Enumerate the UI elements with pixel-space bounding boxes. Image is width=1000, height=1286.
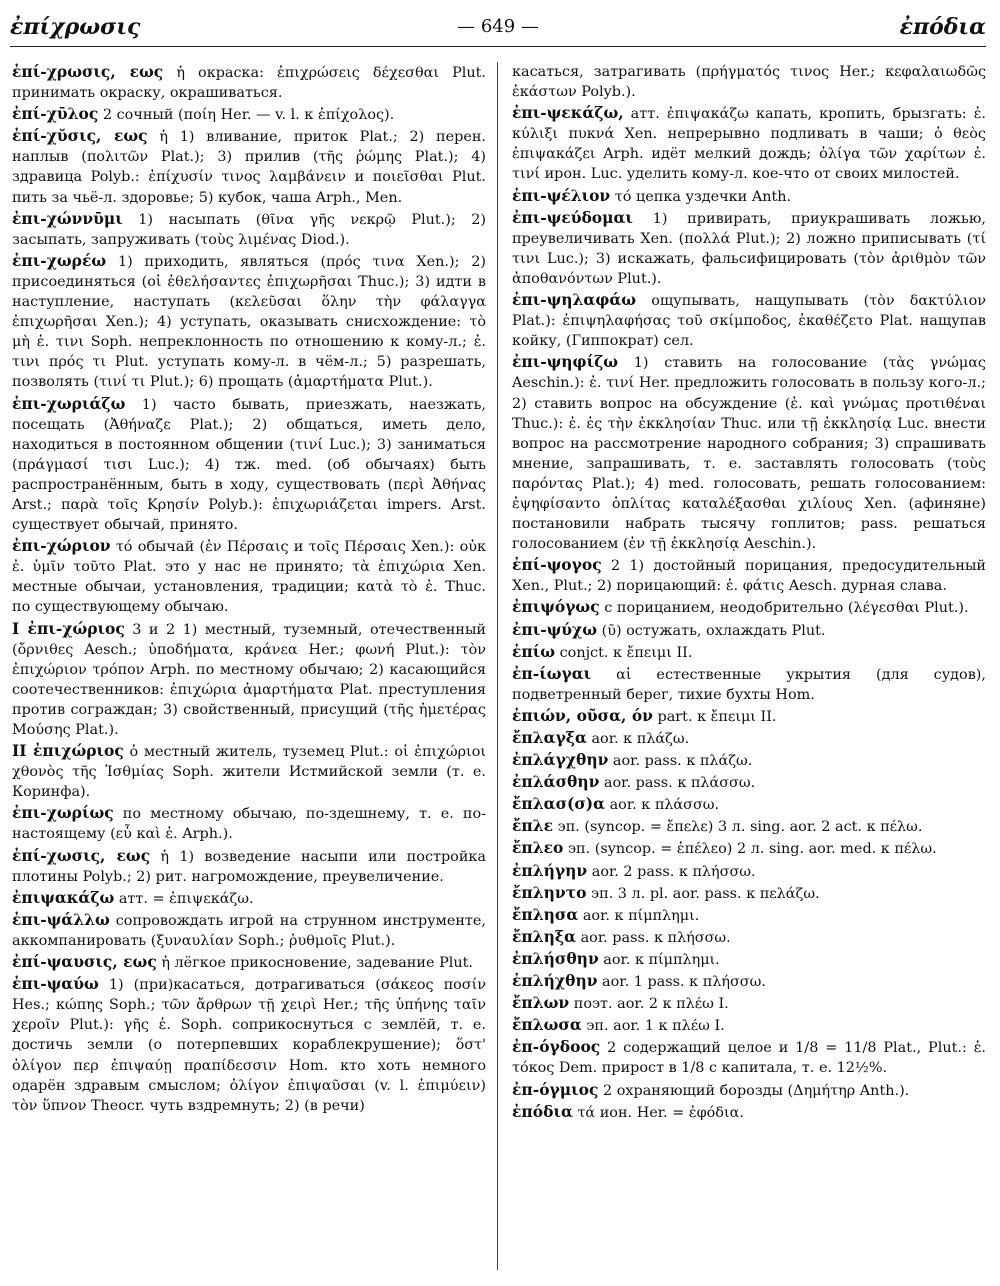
entry-headword: ἐπί-χρωσις, εως: [12, 62, 164, 81]
dictionary-entry: [512, 642, 986, 663]
entry-headword: ἐπι-ψεκάζω,: [512, 103, 624, 123]
entry-definition: aor. к πίμπλημι.: [598, 951, 720, 968]
entry-definition: aor. pass. к πλήσσω.: [576, 929, 731, 946]
entry-definition: 2 охраняющий борозды (Δημήτηρ Anth.).: [598, 1082, 910, 1099]
entry-headword: II ἐπιχώριος: [12, 741, 124, 761]
entry-definition: по местному обычаю, по-здешнему, т. е. по-настоящему (εὖ καὶ ἐ. Arph.).: [12, 806, 486, 843]
dictionary-entry: [512, 728, 986, 749]
entry-definition: aor. к πλάσσω.: [605, 797, 720, 814]
entry-definition: эп. aor. 1 к πλέω I.: [581, 1018, 725, 1035]
dictionary-entry: [512, 62, 986, 102]
entry-definition: 1) часто бывать, приезжать, наезжать, посещать (Ἀθήναζε Plat.); 2) общаться, иметь дело, находиться в постоянном общении (τινί Luc.); 3) заниматься (πράγμασί τισι Luc.); 4) тж. med. (об обычаях) быть распространённым, быть в ходу, существовать (περὶ Ἀθήνας Arst.; παρὰ τοῖς Κρησίν Polyb.): ἐπιχωριάζεται impers. Arst. существует обычай, принято.: [12, 396, 486, 534]
entry-definition: ἡ 1) возведение насыпи или постройка плотины Polyb.; 2) рит. нагромождение, преувеличение.: [12, 848, 487, 885]
entry-definition: τά ион. Her. = ἐφόδια.: [572, 1104, 744, 1121]
entry-headword: ἐπιών, οῦσα, όν: [512, 705, 653, 725]
entry-definition: aor. 1 pass. к πλήσσω.: [597, 974, 766, 991]
entry-definition: 1) привирать, приукрашивать ложью, преувеличивать Xen. (πολλά Plut.); 2) ложно приписывать (τί τινι Luc.); 3) искажать, фальсифицировать (τὸν ἀριθμὸν τῶν ἀποθανόντων Plut.).: [512, 210, 986, 287]
entry-definition: с порицанием, неодобрительно (λέγεσθαι Plut.).: [599, 600, 969, 617]
dictionary-entry: [12, 251, 486, 393]
entry-definition: aor. pass. к πλάσσω.: [599, 775, 756, 792]
header-left-headword: ἐπίχρωσις: [10, 14, 141, 40]
dictionary-entry: [512, 103, 986, 184]
entry-headword: ἐπι-ψέλιον: [512, 185, 611, 205]
entry-definition: 1) (при)касаться, дотрагиваться (σάκεος ποσίν Hes.; κώπης Soph.; τῶν ἄρθρων τῇ χειρὶ Her.; τῆς ὑπήνης ταῖν χεροῖν Plut.): γῆς ἐ. Soph. соприкоснуться с землёй, т. е. достичь земли (о потерпевших кораблекрушение); ὅστ' ὀλίγον περ ἐπιψαύῃ πραπίδεσσιν Hom. кто хоть немного одарён здравым смыслом; ὀλίγον ἐπιψαῦσαι (v. l. ἐπιμύειν) τὸν ὕπνον Theocr. чуть вздремнуть; 2) (в речи): [12, 977, 486, 1114]
entry-headword: ἔπλε: [512, 816, 554, 836]
entry-headword: ἔπληντο: [512, 882, 587, 902]
entry-headword: ἐπί-ψαυσις, εως: [12, 952, 157, 972]
dictionary-entry: [512, 208, 986, 289]
entry-headword: ἐπί-χῡλος: [12, 104, 99, 124]
dictionary-entry: [12, 394, 486, 536]
entry-headword: ἔπλεο: [512, 838, 564, 858]
dictionary-entry: [512, 1102, 986, 1123]
entry-definition: part. к ἔπειμι II.: [652, 708, 777, 725]
dictionary-entry: [12, 741, 486, 802]
dictionary-entry: [512, 620, 986, 641]
entry-headword: ἐπ-όγμιος: [512, 1079, 599, 1099]
entry-definition: ἡ лёгкое прикосновение, задевание Plut.: [156, 955, 473, 972]
dictionary-entry: [512, 1080, 986, 1101]
entry-definition: aor. 2 pass. к πλήσσω.: [587, 863, 756, 880]
entry-definition: αἱ естественные укрытия (для судов), подветренный берег, тихие бухты Hom.: [512, 666, 986, 703]
entry-definition: 1) приходить, являться (πρός τινα Xen.); 2) присоединяться (οἱ ἐθελήσαντες ἐπιχωρῆσαι Thuc.); 3) идти в наступление, наступать (κελεῦσαι ὅλην τὴν φάλαγγα ἐπιχωρῆσαι Xen.); 4) уступать, оказывать снисхождение: τὸ μὴ ἐ. τινι Soph. непреклонность по отношению к кому-л.; ἐ. τινι πρός τι Plut. уступать кому-л. в чём-л.; 5) разрешать, позволять (τινί τι Plut.); 6) прощать (ἁμαρτήματα Plut.).: [12, 253, 486, 391]
entry-headword: ἔπληξα: [512, 926, 577, 946]
entry-headword: ἐπι-ψύχω: [512, 619, 598, 639]
entry-headword: ἐπι-χώριον: [12, 536, 111, 556]
entry-headword: ἐπόδια: [512, 1101, 573, 1121]
dictionary-entry: [512, 186, 986, 207]
right-column: [512, 62, 986, 1124]
entry-headword: ἐπι-ψαύω: [12, 974, 99, 994]
entry-definition: ἡ окраска: ἐπιχρώσεις δέχεσθαι Plut. принимать окраску, окрашиваться.: [12, 65, 486, 102]
entry-definition: эп. (syncop. = ἐπέλεο) 2 л. sing. aor. med. к πέλω.: [563, 841, 937, 858]
entry-definition: 1) насыпать (θῖνα γῆς νεκρῷ Plut.); 2) засыпать, запруживать (τοὺς λιμένας Diod.).: [12, 211, 486, 248]
entry-definition: 3 и 2 1) местный, туземный, отечественный (ὄρνιθες Aesch.; ὑποδήματα, κράνεα Her.; φωνή Plut.): τὸν ἐπιχώριον τρόπον Arph. по местному обычаю; 2) касающийся соотечественников: ἐπιχώρια ἁμαρτήματα Plat. преступления против сограждан; 3) свойственный, присущий (τῆς ἡμετέρας Μούσης Plat.).: [12, 621, 486, 738]
entry-definition: 2 1) достойный порицания, предосудительный Xen., Plut.; 2) порицающий: ἐ. φάτις Aesch. дурная слава.: [512, 558, 986, 595]
entry-definition: ὁ местный житель, туземец Plut.: οἱ ἐπιχώριοι χθονὸς τῆς Ἰσθμίας Soph. жители Истмийской земли (т. е. Коринфа).: [12, 744, 486, 801]
entry-definition: эп. (syncop. = ἔπελε) 3 л. sing. aor. 2 act. к πέλω.: [553, 819, 923, 836]
dictionary-entry: [512, 706, 986, 727]
entry-headword: ἔπλων: [512, 993, 570, 1013]
dictionary-entry: [512, 971, 986, 992]
entry-definition: τό обычай (ἐν Πέρσαις и τοῖς Πέρσαις Xen.): οὐκ ἐ. ὑμῖν τοῦτο Plat. это у нас не принято; τὰ ἐπιχώρια Xen. местные обычаи, установления, традиции; κατὰ τὸ ἐ. Thuc. по существующему обычаю.: [12, 539, 486, 616]
entry-headword: ἐπλάσθην: [512, 772, 600, 792]
entry-headword: ἐπιψακάζω: [12, 887, 115, 907]
dictionary-entry: [12, 104, 486, 125]
column-divider: [497, 62, 498, 1270]
entry-definition: 2 содержащий целое и 1/8 = 11/8 Plat., Plut.: ἐ. τόκος Dem. прирост в 1/8 с капитала, т. е. 12½%.: [512, 1040, 986, 1077]
dictionary-entry: [12, 952, 486, 973]
entry-headword: ἐπι-χώννῡμι: [12, 208, 123, 228]
entry-definition: aor. к πίμπλημι.: [578, 907, 700, 924]
entry-definition: aor. pass. к πλάζω.: [608, 753, 753, 770]
entry-headword: ἐπίω: [512, 641, 556, 661]
entry-headword: ἐπλήγην: [512, 860, 588, 880]
dictionary-entry: [512, 838, 986, 859]
entry-headword: ἔπλαγξα: [512, 728, 587, 747]
dictionary-entry: [12, 974, 486, 1116]
entry-definition: (ῡ) остужать, охлаждать Plut.: [597, 622, 826, 639]
entry-definition: эп. 3 л. pl. aor. pass. к πελάζω.: [586, 885, 820, 902]
dictionary-entry: [12, 803, 486, 844]
dictionary-entry: [512, 993, 986, 1014]
dictionary-entry: [512, 772, 986, 793]
entry-headword: ἐπι-χωριάζω: [12, 393, 126, 413]
dictionary-entry: [12, 536, 486, 617]
dictionary-entry: [512, 352, 986, 554]
entry-headword: I ἐπι-χώριος: [12, 618, 125, 638]
entry-headword: ἐπι-ψηφίζω: [512, 352, 619, 372]
dictionary-entry: [512, 861, 986, 882]
dictionary-entry: [512, 883, 986, 904]
dictionary-entry: [512, 664, 986, 705]
entry-definition: атт. = ἐπιψεκάζω.: [114, 890, 254, 907]
dictionary-entry: [12, 888, 486, 909]
dictionary-entry: [12, 62, 486, 103]
entry-headword: ἐπιψόγως: [512, 597, 600, 617]
entry-headword: ἔπλασ(σ)α: [512, 794, 606, 814]
dictionary-entry: [512, 794, 986, 815]
dictionary-entry: [512, 949, 986, 970]
dictionary-entry: [12, 619, 486, 741]
dictionary-entry: [12, 126, 486, 207]
entry-headword: ἐπί-ψογος: [512, 555, 602, 575]
dictionary-entry: [12, 209, 486, 250]
entry-headword: ἐπλάγχθην: [512, 750, 609, 770]
entry-definition: ощупывать, нащупывать (τὸν δακτύλιον Plat.): ἐπιψηλαφήσας τοῦ σκίμποδος, ἐκαθέζετο Plat. нащупав койку, (Гиппократ) сел.: [512, 293, 986, 350]
entry-headword: ἐπι-χωρίως: [12, 803, 114, 823]
entry-definition: атт. ἐπιψακάζω капать, кропить, брызгать: ἐ. κύλιξι πυκνά Xen. непрерывно подливать в чаши; ὁ θεὸς ἐπιψακάζει Arph. идёт мелкий дождь; ὀλίγα τῶν χαρίτων ἐ. τινί ирон. Luc. уделить кому-л. кое-что от своих милостей.: [512, 106, 986, 183]
page-number: — 649 —: [457, 16, 539, 37]
entry-definition: aor. к πλάζω.: [586, 731, 690, 747]
dictionary-entry: [512, 597, 986, 618]
entry-headword: ἔπλησα: [512, 904, 579, 924]
dictionary-entry: [12, 910, 486, 951]
entry-headword: ἐπί-χῠσις, εως: [12, 126, 148, 146]
dictionary-entry: [12, 846, 486, 887]
dictionary-entry: [512, 816, 986, 837]
entry-definition: τό цепка уздечки Anth.: [610, 188, 792, 205]
entry-headword: ἐπ-ίωγαι: [512, 663, 592, 683]
entry-headword: ἐπι-χωρέω: [12, 250, 107, 270]
left-column: [12, 62, 486, 1117]
entry-definition: 1) ставить на голосование (τὰς γνώμας Aeschin.): ἐ. τινί Her. предложить голосовать в пользу кого-л.; 2) ставить вопрос на обсуждение (ἐ. καὶ γνώμας προτιθέναι Thuc.): ἐ. ἐς τὴν ἐκκλησίαν Thuc. или τῇ ἐκκλησίᾳ Luc. внести вопрос на рассмотрение народного собрания; 3) спрашивать мнение, запрашивать, т. е. заставлять голосовать (τοὺς παρόντας Plat.); 4) med. голосовать, решать голосованием: ἐψηφίσαντο ὁπλίτας καταλέξασθαι χιλίους Xen. (афиняне) постановили набрать тысячу гоплитов; pass. решаться голосованием (ἐν τῇ ἐκκλησίᾳ Aeschin.).: [512, 355, 986, 553]
entry-definition: поэт. aor. 2 к πλέω I.: [569, 996, 729, 1013]
header-right-headword: ἐπόδια: [899, 14, 986, 40]
entry-definition: сопровождать игрой на струнном инструменте, аккомпанировать (ξυναυλίαν Soph.; ῥυθμοῖς Plut.).: [12, 912, 486, 949]
entry-headword: ἔπλωσα: [512, 1015, 582, 1035]
dictionary-entry: [512, 1037, 986, 1078]
entry-definition: 2 сочный (ποίη Her. — v. l. к ἐπίχολος).: [98, 107, 395, 124]
entry-headword: ἐπλήσθην: [512, 948, 599, 968]
entry-headword: ἐπι-ψάλλω: [12, 909, 110, 929]
dictionary-entry: [512, 1015, 986, 1036]
entry-definition: касаться, затрагивать (πρήγματός τινος Her.; κεφαλαιωδῶς ἑκάστων Polyb.).: [512, 64, 986, 101]
dictionary-entry: [512, 927, 986, 948]
entry-headword: ἐπ-όγδοος: [512, 1037, 601, 1057]
dictionary-entry: [512, 750, 986, 771]
dictionary-entry: [512, 555, 986, 596]
dictionary-entry: [512, 905, 986, 926]
entry-headword: ἐπί-χωσις, εως: [12, 845, 151, 865]
entry-definition: conjct. к ἔπειμι II.: [555, 644, 693, 661]
dictionary-entry: [512, 290, 986, 351]
entry-headword: ἐπλήχθην: [512, 971, 598, 991]
entry-headword: ἐπι-ψηλαφάω: [512, 290, 637, 310]
entry-definition: ἡ 1) вливание, приток Plat.; 2) перен. наплыв (πολιτῶν Plat.); 3) прилив (τῆς ῥώμης Plat.); 4) здравица Polyb.: ἐπίχυσίν τινος λαμβάνειν и ποιεῖσθαι Plut. пить за чьё-л. здоровье; 5) кубок, чаша Arph., Men.: [12, 129, 486, 206]
page-header: [10, 12, 986, 47]
entry-headword: ἐπι-ψεύδομαι: [512, 207, 633, 227]
